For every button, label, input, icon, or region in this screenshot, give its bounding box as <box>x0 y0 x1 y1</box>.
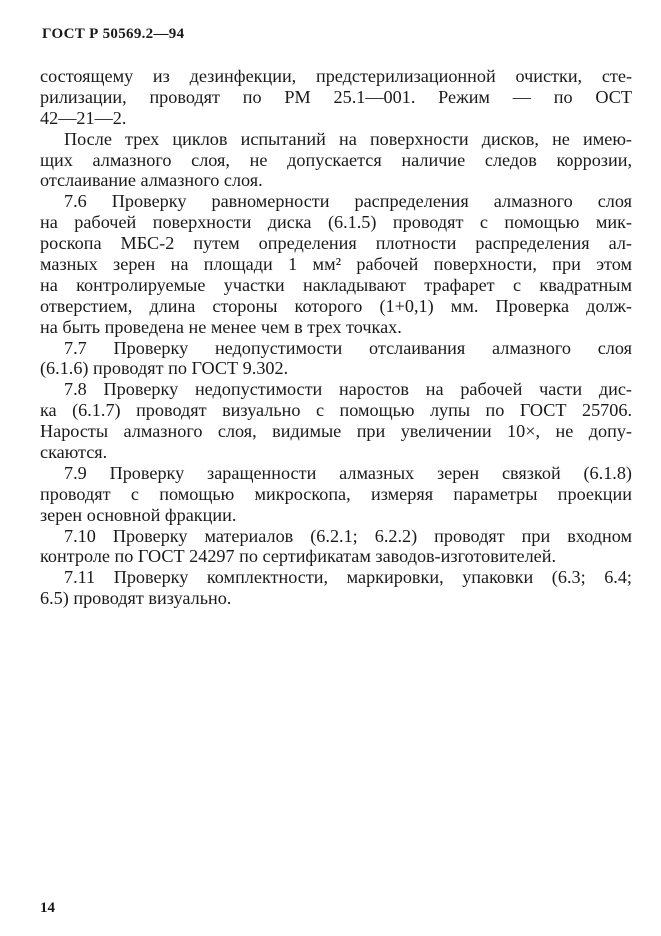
text-line: После трех циклов испытаний на поверхности дисков, не имею- <box>64 128 632 149</box>
document-header: ГОСТ Р 50569.2—94 <box>42 26 185 42</box>
text-line: Наросты алмазного слоя, видимые при увеличении 10×, не допу- <box>40 421 632 442</box>
text-line: рилизации, проводят по РМ 25.1—001. Режим — по ОСТ <box>40 86 632 107</box>
text-line: на контролируемые участки накладывают трафарет с квадратным <box>40 274 632 295</box>
text-line: 7.8 Проверку недопустимости наростов на рабочей части дис- <box>64 379 632 400</box>
text-line: 42—21—2. <box>40 107 127 128</box>
text-line: мазных зерен на площади 1 мм² рабочей поверхности, при этом <box>40 254 632 275</box>
text-line: на рабочей поверхности диска (6.1.5) проводят с помощью мик- <box>40 212 632 233</box>
text-line: щих алмазного слоя, не допускается наличие следов коррозии, <box>40 149 632 170</box>
paragraph <box>40 191 632 337</box>
text-line: состоящему из дезинфекции, предстерилизационной очистки, сте- <box>40 66 632 86</box>
text-line: 7.6 Проверку равномерности распределения алмазного слоя <box>64 191 632 212</box>
paragraph <box>40 567 632 609</box>
text-line: зерен основной фракции. <box>40 504 237 525</box>
page-number: 14 <box>40 900 55 916</box>
text-line: ка (6.1.7) проводят визуально с помощью лупы по ГОСТ 25706. <box>40 400 632 421</box>
text-line: отслаивание алмазного слоя. <box>40 170 263 191</box>
paragraph <box>40 66 632 129</box>
paragraph <box>40 129 632 192</box>
text-line: 7.7 Проверку недопустимости отслаивания алмазного слоя <box>64 337 632 358</box>
text-line: 7.9 Проверку заращенности алмазных зерен связкой (6.1.8) <box>64 462 632 483</box>
text-line: проводят с помощью микроскопа, измеряя параметры проекции <box>40 483 632 504</box>
document-body <box>40 66 632 609</box>
paragraph <box>40 463 632 526</box>
paragraph <box>40 379 632 463</box>
paragraph <box>40 338 632 380</box>
text-line: на быть проведена не менее чем в трех точках. <box>40 316 402 337</box>
text-line: (6.1.6) проводят по ГОСТ 9.302. <box>40 358 289 379</box>
text-line: роскопа МБС-2 путем определения плотности распределения ал- <box>40 233 632 254</box>
text-line: скаются. <box>40 442 108 463</box>
text-line: 6.5) проводят визуально. <box>40 588 232 609</box>
text-line: 7.10 Проверку материалов (6.2.1; 6.2.2) проводят при входном <box>64 525 632 546</box>
paragraph <box>40 526 632 568</box>
text-line: 7.11 Проверку комплектности, маркировки, упаковки (6.3; 6.4; <box>64 567 632 588</box>
text-line: контроле по ГОСТ 24297 по сертификатам заводов-изготовителей. <box>40 546 557 567</box>
text-line: отверстием, длина стороны которого (1+0,1) мм. Проверка долж- <box>40 295 632 316</box>
